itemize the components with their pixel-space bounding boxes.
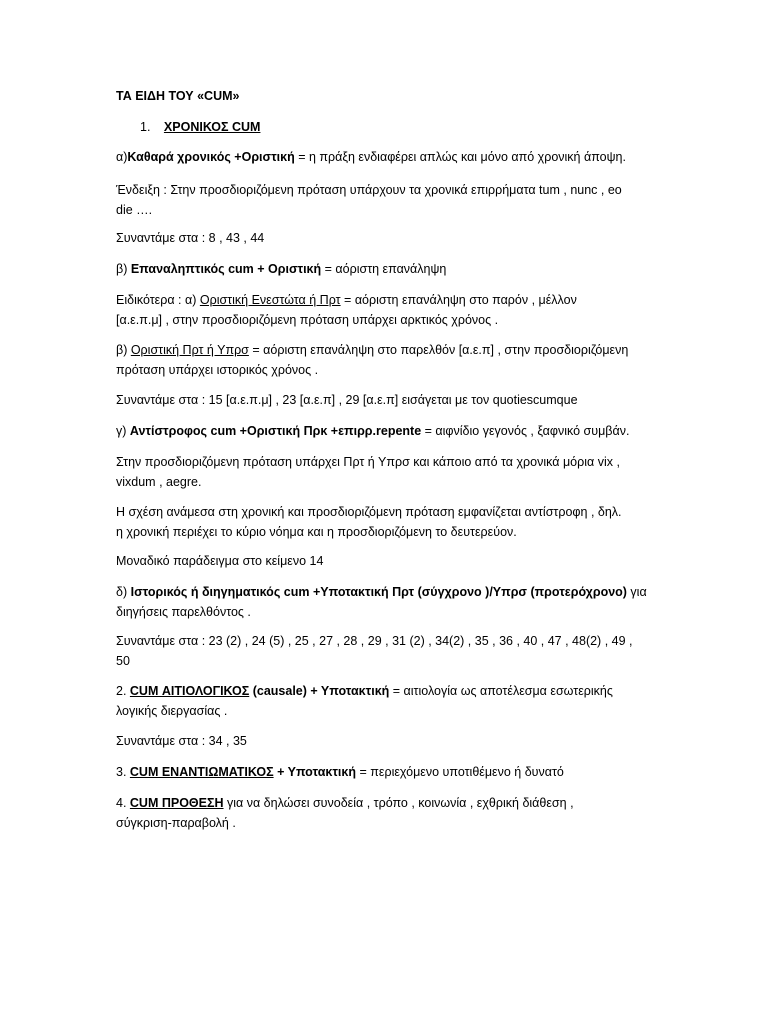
paragraph-monadiko: Μοναδικό παράδειγμα στο κείμενο 14: [116, 554, 324, 568]
paragraph-synantame-2: Συναντάμε στα : 15 [α.ε.π.μ] , 23 [α.ε.π] , 29 [α.ε.π] εισάγεται με τον quotiescumque: [116, 393, 578, 407]
text-line: σύγκριση-παραβολή .: [116, 816, 236, 830]
list-number: 4.: [116, 796, 130, 810]
paragraph-4: [116, 793, 656, 833]
document-title: ΤΑ ΕΙΔΗ ΤΟΥ «CUM»: [116, 89, 240, 103]
text-line: die ….: [116, 203, 153, 217]
paragraph-synantame-4: Συναντάμε στα : 34 , 35: [116, 734, 247, 748]
text-line: Συναντάμε στα : 23 (2) , 24 (5) , 25 , 27 , 28 , 29 , 31 (2) , 34(2) , 35 , 36 , 40 , 47 , 48(2) , 49 ,: [116, 634, 633, 648]
text-prefix: β): [116, 343, 131, 357]
paragraph-synantame-1: Συναντάμε στα : 8 , 43 , 44: [116, 231, 265, 245]
paragraph-eidikotera: [116, 290, 656, 330]
paragraph-g2: [116, 452, 656, 492]
paragraph-2: [116, 681, 656, 721]
text-line: η χρονική περιέχει το κύριο νόημα και η προσδιοριζόμενη το δευτερεύον.: [116, 525, 517, 539]
section-heading-text: CUM ΕΝΑΝΤΙΩΜΑΤΙΚΟΣ: [129, 765, 274, 779]
bold-term: Ιστορικός ή διηγηματικός cum +Υποτακτική Πρτ (σύγχρονο )/Υπρσ (προτερόχρονο): [130, 585, 627, 599]
bold-term: (causale) + Υποτακτική: [249, 684, 390, 698]
paragraph-b2: [116, 340, 656, 380]
section-heading-text: CUM ΠΡΟΘΕΣΗ: [129, 796, 224, 810]
text-line: πρόταση υπάρχει ιστορικός χρόνος .: [116, 363, 319, 377]
bold-term: Καθαρά χρονικός +Οριστική: [127, 150, 295, 164]
item-prefix: δ): [116, 585, 131, 599]
list-number: 3.: [116, 765, 130, 779]
paragraph-g3: [116, 502, 656, 542]
text-line: διηγήσεις παρελθόντος .: [116, 605, 251, 619]
paragraph-g: [116, 421, 656, 441]
definition-text: = αόριστη επανάληψη στο παρόν , μέλλον: [340, 293, 577, 307]
definition-text: = περιεχόμενο υποτιθέμενο ή δυνατό: [356, 765, 564, 779]
definition-text: = αιτιολογία ως αποτέλεσμα εσωτερικής: [389, 684, 613, 698]
text-line: Ένδειξη : Στην προσδιοριζόμενη πρόταση υπάρχουν τα χρονικά επιρρήματα tum , nunc , eo: [116, 183, 622, 197]
list-number: 1.: [140, 120, 151, 134]
item-prefix: γ): [116, 424, 130, 438]
bold-term: Αντίστροφος cum +Οριστική Πρκ +επιρρ.repente: [129, 424, 422, 438]
section-heading-text: ΧΡΟΝΙΚΟΣ CUM: [163, 120, 261, 134]
text-line: Η σχέση ανάμεσα στη χρονική και προσδιοριζόμενη πρόταση εμφανίζεται αντίστροφη , δηλ.: [116, 505, 622, 519]
paragraph-endeixi: [116, 180, 656, 220]
definition-text: για να δηλώσει συνοδεία , τρόπο , κοινωνία , εχθρική διάθεση ,: [223, 796, 574, 810]
bold-term: + Υποτακτική: [273, 765, 357, 779]
text-line: 50: [116, 654, 130, 668]
underlined-term: Οριστική Ενεστώτα ή Πρτ: [199, 293, 341, 307]
paragraph-3: [116, 762, 656, 782]
bold-term: Επαναληπτικός cum + Οριστική: [130, 262, 322, 276]
list-number: 2.: [116, 684, 130, 698]
paragraph-a: [116, 147, 656, 167]
section-heading-1: [140, 117, 680, 137]
item-prefix: α): [116, 150, 128, 164]
text-line: λογικής διεργασίας .: [116, 704, 228, 718]
paragraph-synantame-3: [116, 631, 656, 671]
text-line: [α.ε.π.μ] , στην προσδιοριζόμενη πρόταση υπάρχει αρκτικός χρόνος .: [116, 313, 499, 327]
text-line: vixdum , aegre.: [116, 475, 202, 489]
definition-text: = αόριστη επανάληψη: [321, 262, 447, 276]
definition-text: για: [626, 585, 647, 599]
section-heading-text: CUM ΑΙΤΙΟΛΟΓΙΚΟΣ: [129, 684, 250, 698]
item-prefix: β): [116, 262, 131, 276]
text-line: Στην προσδιοριζόμενη πρόταση υπάρχει Πρτ ή Υπρσ και κάποιο από τα χρονικά μόρια vix ,: [116, 455, 620, 469]
paragraph-d: [116, 582, 656, 622]
text-prefix: Ειδικότερα : α): [116, 293, 200, 307]
definition-text: = αόριστη επανάληψη στο παρελθόν [α.ε.π] , στην προσδιοριζόμενη: [248, 343, 629, 357]
definition-text: = η πράξη ενδιαφέρει απλώς και μόνο από χρονική άποψη.: [294, 150, 626, 164]
underlined-term: Οριστική Πρτ ή Υπρσ: [130, 343, 249, 357]
definition-text: = αιφνίδιο γεγονός , ξαφνικό συμβάν.: [421, 424, 630, 438]
paragraph-b: [116, 259, 656, 279]
